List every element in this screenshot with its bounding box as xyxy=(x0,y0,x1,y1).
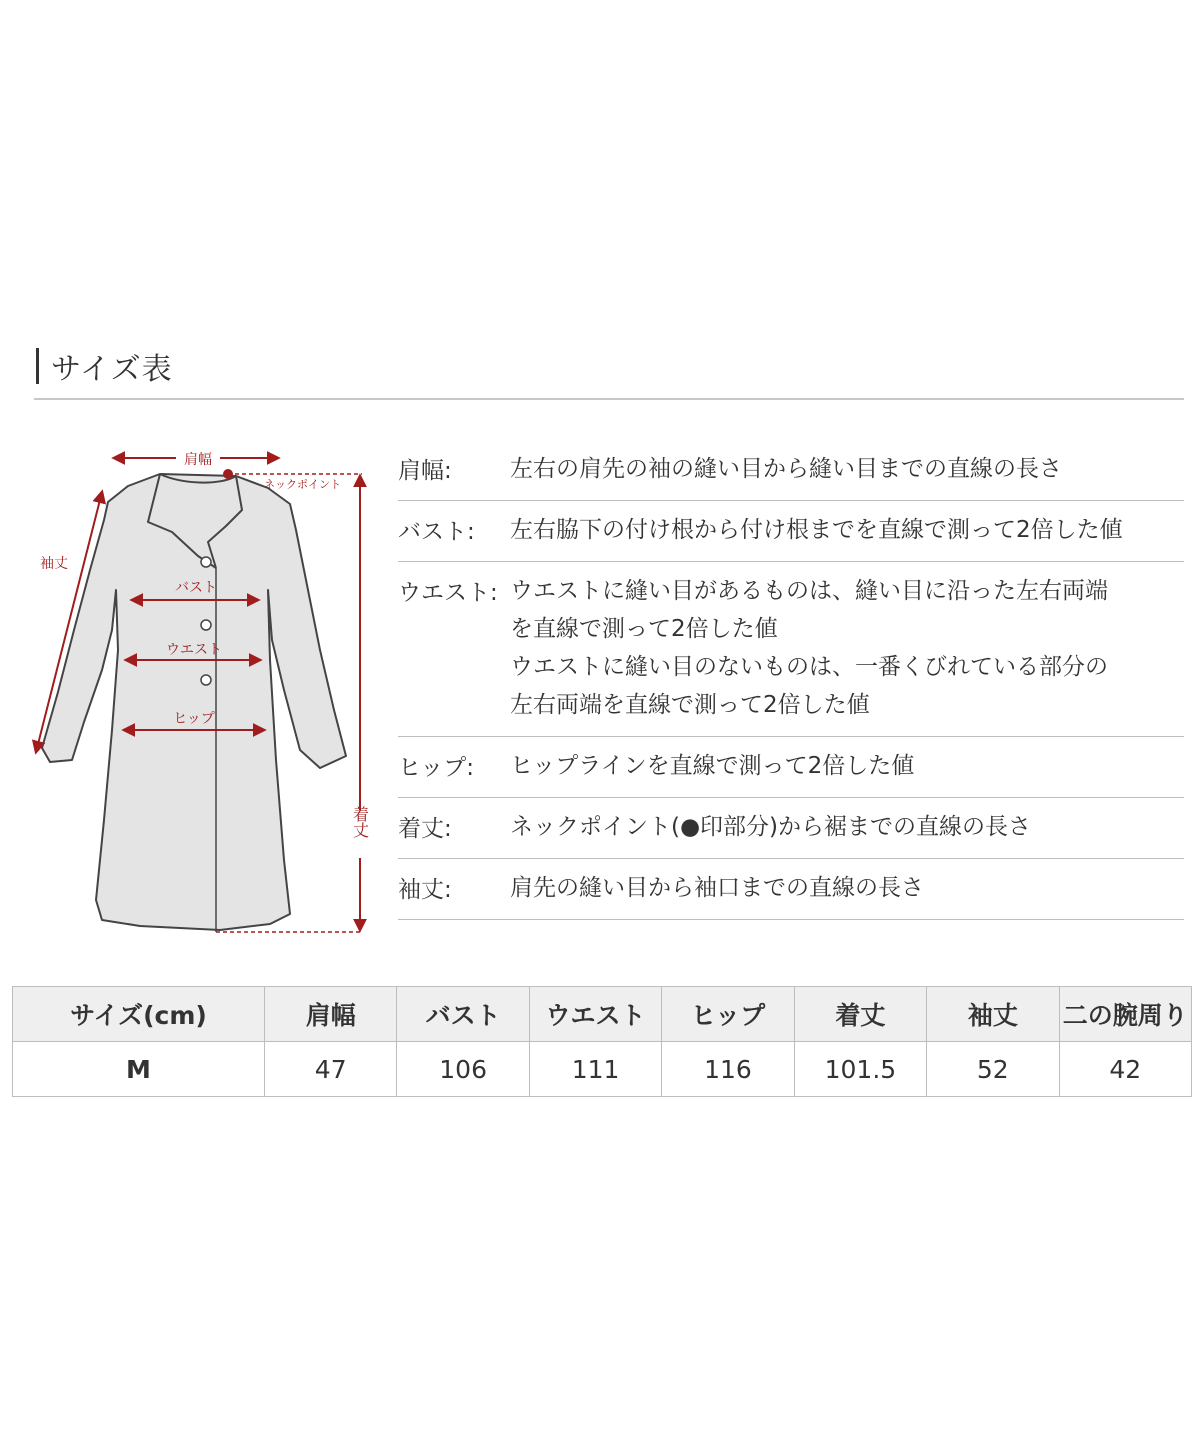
table-cell: 42 xyxy=(1059,1042,1191,1097)
definition-term: ウエスト: xyxy=(398,580,498,606)
definition-term: 肩幅: xyxy=(398,458,452,484)
definition-shoulder xyxy=(398,440,1184,501)
coat-body xyxy=(42,474,346,930)
measurement-diagram xyxy=(20,430,380,950)
definition-line: 肩先の縫い目から袖口までの直線の長さ xyxy=(510,875,924,901)
table-row xyxy=(13,1042,1192,1097)
label-length: 着丈 xyxy=(350,806,370,838)
definition-text xyxy=(510,808,1031,846)
definition-line: ウエストに縫い目があるものは、縫い目に沿った左右両端 xyxy=(510,578,1108,604)
definition-hip xyxy=(398,737,1184,798)
definition-text xyxy=(510,450,1062,488)
definition-text xyxy=(510,869,924,907)
definition-line: ヒップラインを直線で測って2倍した値 xyxy=(510,753,915,779)
table-header-cell: バスト xyxy=(397,987,529,1042)
table-header-cell: ヒップ xyxy=(662,987,794,1042)
label-sleeve: 袖丈 xyxy=(40,556,68,572)
table-cell-size: M xyxy=(13,1042,265,1097)
button-1 xyxy=(201,557,211,567)
section-title-text: サイズ表 xyxy=(51,352,173,387)
label-shoulder: 肩幅 xyxy=(184,452,212,468)
coat-diagram-svg xyxy=(20,430,380,950)
definition-term: バスト: xyxy=(398,519,475,545)
definition-line: を直線で測って2倍した値 xyxy=(510,616,778,642)
table-cell: 116 xyxy=(662,1042,794,1097)
definition-term: 着丈: xyxy=(398,816,452,842)
table-header-cell: ウエスト xyxy=(529,987,661,1042)
title-bar xyxy=(36,348,39,384)
definition-line: 左右の肩先の袖の縫い目から縫い目までの直線の長さ xyxy=(510,456,1062,482)
table-cell: 111 xyxy=(529,1042,661,1097)
definition-term: 袖丈: xyxy=(398,877,452,903)
table-header-cell: 着丈 xyxy=(794,987,926,1042)
section-title xyxy=(36,344,173,388)
table-cell: 106 xyxy=(397,1042,529,1097)
table-header-row xyxy=(13,987,1192,1042)
label-hip: ヒップ xyxy=(173,711,215,727)
definition-line: 左右脇下の付け根から付け根までを直線で測って2倍した値 xyxy=(510,517,1123,543)
button-2 xyxy=(201,620,211,630)
button-3 xyxy=(201,675,211,685)
definition-length xyxy=(398,798,1184,859)
table-cell: 47 xyxy=(265,1042,397,1097)
title-divider xyxy=(34,398,1184,400)
label-waist: ウエスト xyxy=(166,642,222,658)
size-table xyxy=(12,986,1192,1097)
table-header-cell: サイズ(cm) xyxy=(13,987,265,1042)
definition-text xyxy=(510,572,1108,724)
table-header-cell: 肩幅 xyxy=(265,987,397,1042)
definition-sleeve xyxy=(398,859,1184,920)
definition-line: ウエストに縫い目のないものは、一番くびれている部分の xyxy=(510,654,1108,680)
definition-text xyxy=(510,747,914,785)
table-header-cell: 袖丈 xyxy=(927,987,1059,1042)
definition-waist xyxy=(398,562,1184,737)
label-neckpoint: ネックポイント xyxy=(264,478,341,491)
table-cell: 52 xyxy=(927,1042,1059,1097)
definition-line: ネックポイント(●印部分)から裾までの直線の長さ xyxy=(510,814,1032,840)
definition-bust xyxy=(398,501,1184,562)
label-bust: バスト xyxy=(175,580,217,596)
definition-text xyxy=(510,511,1123,549)
definition-line: 左右両端を直線で測って2倍した値 xyxy=(510,692,870,718)
table-cell: 101.5 xyxy=(794,1042,926,1097)
table-header-cell: 二の腕周り xyxy=(1059,987,1191,1042)
definition-term: ヒップ: xyxy=(398,755,475,781)
definitions-list xyxy=(398,440,1184,920)
